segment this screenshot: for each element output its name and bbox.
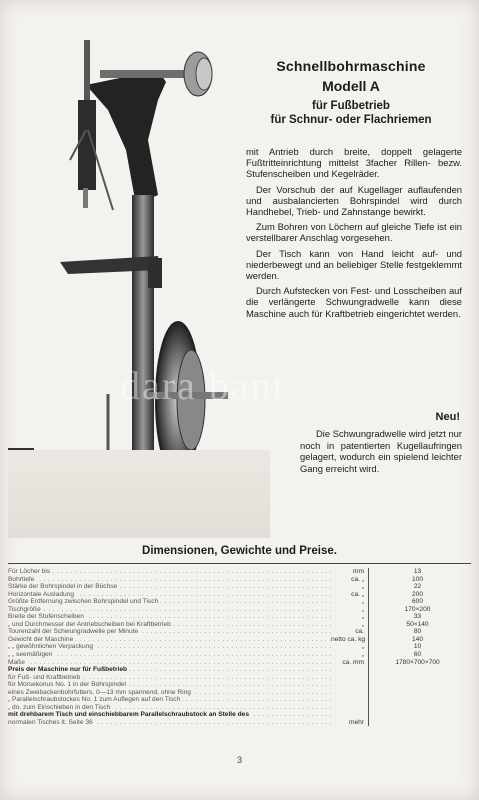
spec-label (8, 704, 331, 712)
spec-value: 200 (368, 591, 466, 599)
page-number: 3 (236, 755, 242, 765)
spec-unit: „ (361, 613, 364, 621)
description-paragraph: Zum Bohren von Löchern auf gleiche Tiefe ist ein verstellbarer Anschlag vorgesehen. (246, 221, 462, 244)
spec-label (8, 583, 331, 591)
description-paragraph: Der Tisch kann von Hand leicht auf- und niederbewegt und an beliebiger Stelle festgeklemmt werden. (246, 247, 462, 282)
new-feature-paragraph: Die Schwungradwelle wird jetzt nur noch in patentierten Kugellaufringen gelagert, wodurch ein spielend leichter Gang erreicht wird. (300, 428, 462, 474)
description-paragraph: mit Antrieb durch breite, doppelt gelagerte Fußtritteinrichtung mittelst 3facher Rillen- bezw. Stufenscheiben und Kegelräder. (246, 146, 462, 180)
spec-label-text: Größte Entfernung zwischen Bohrspindel und Tisch (8, 598, 159, 606)
spec-value: 22 (368, 583, 466, 591)
spec-label-text: Bohrtiefe (8, 575, 35, 583)
new-feature-text (300, 428, 462, 474)
belt-type: für Schnur- oder Flachriemen (270, 114, 432, 126)
spec-value: 10 (368, 643, 466, 651)
spec-label-text: Für Löcher bis (8, 568, 51, 575)
spec-value (368, 681, 466, 689)
spec-value: 100 (368, 576, 466, 584)
spec-label-text: „ „ seemäßigen (8, 651, 53, 659)
spec-unit: ca. „ (351, 590, 364, 598)
spec-label (8, 591, 331, 599)
spec-unit: netto ca. kg (331, 635, 366, 643)
spec-unit (331, 696, 368, 704)
spec-label (8, 681, 331, 689)
spec-label (8, 719, 331, 727)
spec-label (8, 674, 331, 682)
spec-unit: „ (361, 583, 364, 591)
spec-unit (331, 689, 368, 697)
spec-label (8, 651, 331, 659)
drilling-machine-drawing (8, 30, 270, 510)
spec-table (8, 568, 471, 726)
spec-unit: ca. mm (342, 658, 364, 666)
spec-label-text: Tourenzahl der Schwungradwelle per Minute (8, 628, 139, 636)
spec-value (368, 719, 466, 727)
spec-label (8, 621, 331, 629)
spec-label-text: Maße (8, 658, 25, 666)
spec-unit (331, 674, 368, 682)
spec-unit (331, 704, 368, 712)
spec-label (8, 689, 331, 697)
spec-row (8, 598, 471, 606)
spec-label-text: für Fuß- und Kraftbetrieb (8, 673, 81, 681)
table-top-rule (8, 563, 471, 564)
spec-label-text: Stärke der Bohrspindel in der Büchse (8, 583, 118, 591)
spec-label (8, 643, 331, 651)
spec-label-text: Horizontale Ausladung (8, 590, 74, 598)
spec-row (8, 696, 471, 704)
spec-row (8, 674, 471, 682)
spec-unit: „ (361, 651, 364, 659)
spec-label-text: Gewicht der Maschine (8, 635, 74, 643)
drilling-machine-illustration (8, 30, 270, 510)
spec-value: 60 (368, 651, 466, 659)
spec-value (368, 674, 466, 682)
spec-value: 600 (368, 598, 466, 606)
table-title: Dimensionen, Gewichte und Preise. (142, 545, 337, 557)
spec-label (8, 711, 331, 719)
spec-label-text: eines Zweibackenbohrfutters, 0—13 mm spannend, ohne Ring (8, 688, 191, 696)
spec-value: 1780×700×700 (368, 659, 466, 667)
spec-label-text: für Morsekonus No. 1 in der Bohrspindel (8, 681, 127, 689)
spec-row (8, 651, 471, 659)
spec-label (8, 568, 331, 576)
spec-row (8, 719, 471, 727)
spec-value: 80 (368, 628, 466, 636)
spec-label (8, 606, 331, 614)
spec-row (8, 591, 471, 599)
spec-row (8, 666, 471, 674)
spec-label-text: „ und Durchmesser der Antriebscheiben bei Kraftbetrieb (8, 620, 171, 628)
spec-value: 50×140 (368, 621, 466, 629)
spec-row (8, 689, 471, 697)
spec-label-text: „ Parallelschraubstockes No. 1 zum Auflegen auf den Tisch (8, 696, 181, 704)
description (246, 146, 462, 323)
floor (8, 450, 270, 538)
spec-label-text: mit drehbarem Tisch und einschiebbarem Parallelschraubstock an Stelle des (8, 711, 250, 719)
spec-label-text: „ „ gewöhnlichen Verpackung (8, 643, 94, 651)
spec-row (8, 711, 471, 719)
spec-label (8, 696, 331, 704)
spec-row (8, 576, 471, 584)
spec-unit (331, 711, 368, 719)
spec-row (8, 583, 471, 591)
spec-row (8, 704, 471, 712)
spec-label-text: Breite der Stufenscheiben (8, 613, 84, 621)
spec-row (8, 628, 471, 636)
watermark: dara bant (120, 363, 286, 408)
spec-value: 170×200 (368, 606, 466, 614)
spec-value (368, 689, 466, 697)
drive-type: für Fußbetrieb (312, 100, 390, 112)
spec-unit: „ (361, 643, 364, 651)
spec-row (8, 681, 471, 689)
product-title: Schnellbohrmaschine (276, 58, 426, 74)
spec-row (8, 643, 471, 651)
spec-unit: „ (361, 605, 364, 613)
spec-value (368, 696, 466, 704)
spec-label (8, 613, 331, 621)
spec-label (8, 666, 331, 674)
spec-label (8, 598, 331, 606)
spec-unit: „ (361, 620, 364, 628)
spec-label-text: „ do. zum Einschieben in den Tisch (8, 703, 111, 711)
product-model: Modell A (322, 78, 380, 94)
new-label: Neu! (435, 411, 460, 423)
spec-label (8, 659, 331, 667)
spec-row (8, 659, 471, 667)
spec-unit: ca. „ (351, 575, 364, 583)
spec-value: 13 (368, 568, 466, 576)
spec-value (368, 711, 466, 719)
spec-unit (331, 666, 368, 674)
spec-label (8, 628, 331, 636)
spec-value: 140 (368, 636, 466, 644)
spec-value: 33 (368, 613, 466, 621)
spec-label-text: normalen Tisches lt. Seite 36 (8, 718, 93, 726)
spec-label (8, 636, 331, 644)
spec-label-text: Preis der Maschine nur für Fußbetrieb (8, 666, 128, 674)
description-paragraph: Durch Aufstecken von Fest- und Losscheiben auf die verlängerte Schwungradwelle kann diese Maschine auch für Kraftbetrieb eingerichtet werden. (246, 285, 462, 319)
spec-row (8, 606, 471, 614)
spec-value (368, 704, 466, 712)
spec-label-text: Tischgröße (8, 605, 41, 613)
spec-row (8, 621, 471, 629)
spec-unit (331, 681, 368, 689)
product-heading (240, 58, 462, 126)
spec-unit: mehr (348, 718, 364, 726)
spec-row (8, 568, 471, 576)
spec-value (368, 666, 466, 674)
description-paragraph: Der Vorschub der auf Kugellager auflaufenden und ausbalancierten Bohrspindel wird durch Handhebel, Trieb- und Zahnstange bewirkt. (246, 183, 462, 218)
spec-row (8, 636, 471, 644)
spec-unit: „ (361, 598, 364, 606)
spec-row (8, 613, 471, 621)
spec-unit: mm (353, 568, 364, 575)
spec-label (8, 576, 331, 584)
spec-unit: ca. (355, 628, 364, 636)
